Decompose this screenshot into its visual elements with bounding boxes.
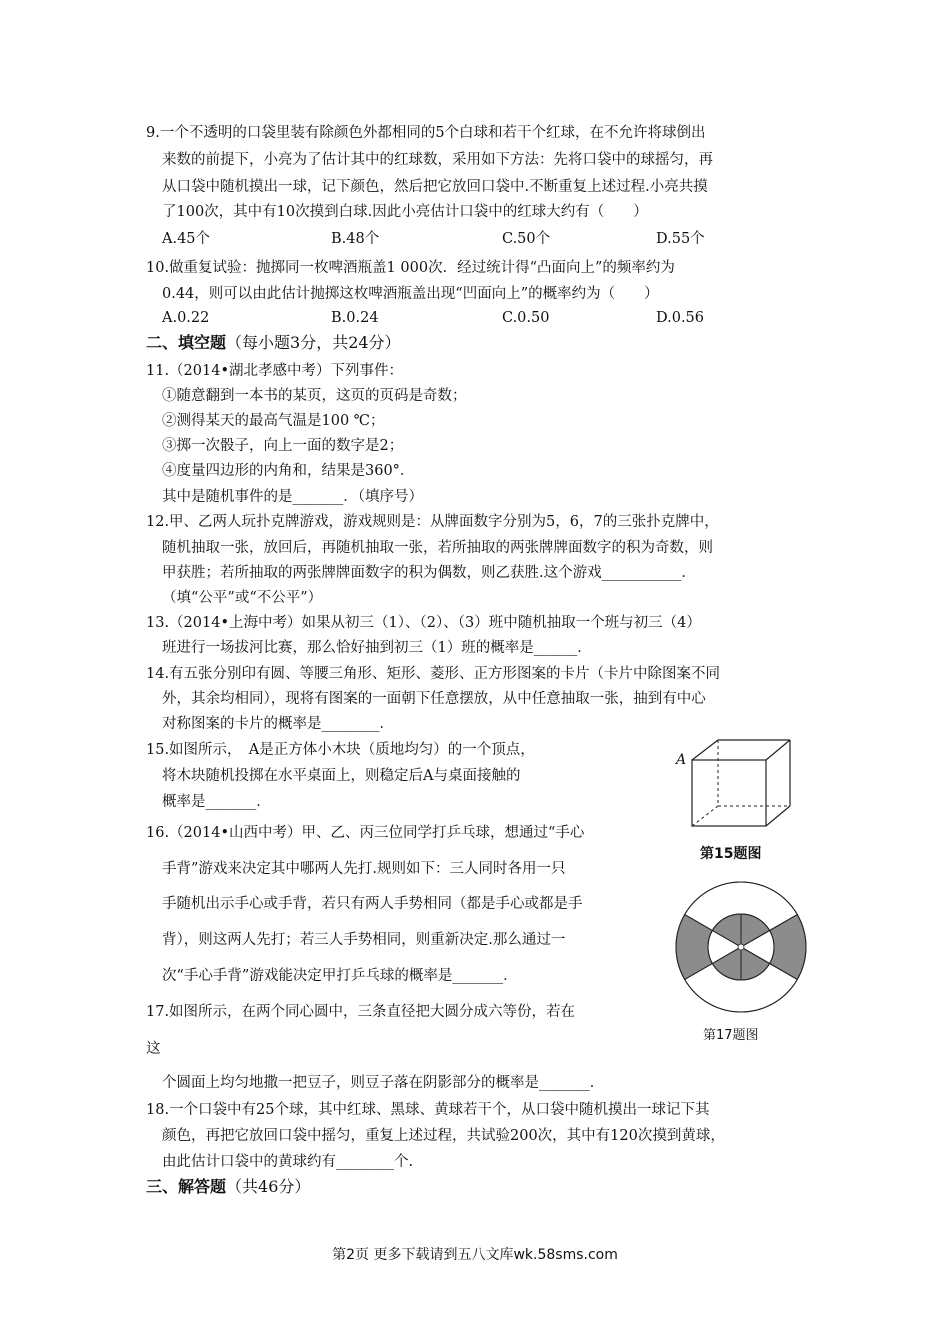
- q12-line-1: 12.甲、乙两人玩扑克牌游戏，游戏规则是：从牌面数字分别为5，6，7的三张扑克牌中，: [146, 514, 719, 530]
- q18-line-1: 18.一个口袋中有25个球，其中红球、黑球、黄球若干个，从口袋中随机摸出一球记下其: [146, 1102, 710, 1118]
- q11-line-2: ①随意翻到一本书的某页，这页的页码是奇数；: [162, 388, 467, 404]
- q15-line-3: 概率是_______．: [162, 794, 271, 810]
- figure-15-caption: 第15题图: [700, 846, 762, 862]
- section-3-points: （共46分）: [226, 1177, 311, 1196]
- q9-line-1: 9.一个不透明的口袋里装有除颜色外都相同的5个白球和若干个红球，在不允许将球倒出: [146, 125, 706, 141]
- q9-option-b: B.48个: [331, 231, 380, 247]
- q12-line-4: （填“公平”或“不公平”）: [162, 590, 323, 606]
- section-2-points: （每小题3分，共24分）: [226, 333, 401, 352]
- q13-line-2: 班进行一场拔河比赛，那么恰好抽到初三（1）班的概率是______．: [162, 640, 592, 656]
- q10-line-2: 0.44，则可以由此估计抛掷这枚啤酒瓶盖出现“凹面向上”的概率约为（ ）: [162, 286, 659, 302]
- q9-option-d: D.55个: [656, 231, 705, 247]
- q9-option-a: A.45个: [162, 231, 211, 247]
- q17-line-3: 个圆面上均匀地撒一把豆子，则豆子落在阴影部分的概率是_______．: [162, 1075, 605, 1091]
- figure-17-caption: 第17题图: [703, 1028, 759, 1043]
- q11-line-3: ②测得某天的最高气温是100 ℃；: [162, 413, 385, 429]
- q17-line-1: 17.如图所示，在两个同心圆中，三条直径把大圆分成六等份，若在: [146, 1004, 576, 1020]
- q12-line-2: 随机抽取一张，放回后，再随机抽取一张，若所抽取的两张牌牌面数字的积为奇数，则: [162, 540, 713, 556]
- q9-option-c: C.50个: [502, 231, 551, 247]
- q16-line-1: 16.（2014•山西中考）甲、乙、丙三位同学打乒乓球，想通过“手心: [146, 825, 585, 841]
- concentric-circle-figure: [676, 882, 806, 1012]
- section-2-heading: [146, 333, 401, 353]
- q16-line-3: 手随机出示手心或手背，若只有两人手势相同（都是手心或都是手: [162, 896, 583, 912]
- q10-option-a: A.0.22: [162, 310, 210, 326]
- cube-figure: [686, 730, 796, 830]
- section-2-title: 二、填空题: [146, 333, 227, 352]
- q13-line-1: 13.（2014•上海中考）如果从初三（1）、（2）、（3）班中随机抽取一个班与初三（4）: [146, 615, 701, 631]
- section-3-title: 三、解答题: [146, 1177, 227, 1196]
- q17-line-2: 这: [146, 1041, 161, 1057]
- q16-line-5: 次“手心手背”游戏能决定甲打乒乓球的概率是_______．: [162, 968, 518, 984]
- q9-line-3: 从口袋中随机摸出一球，记下颜色，然后把它放回口袋中.不断重复上述过程.小亮共摸: [162, 179, 708, 195]
- q18-line-3: 由此估计口袋中的黄球约有________个.: [162, 1154, 414, 1170]
- q12-line-3: 甲获胜；若所抽取的两张牌牌面数字的积为偶数，则乙获胜.这个游戏___________．: [162, 565, 696, 581]
- section-3-heading: [146, 1177, 310, 1197]
- q15-line-1: 15.如图所示， A是正方体小木块（质地均匀）的一个顶点，: [146, 742, 535, 758]
- q9-line-4: 了100次，其中有10次摸到白球.因此小亮估计口袋中的红球大约有（ ）: [162, 204, 648, 220]
- q18-line-2: 颜色，再把它放回口袋中摇匀，重复上述过程，共试验200次，其中有120次摸到黄球，: [162, 1128, 725, 1144]
- q10-line-1: 10.做重复试验：抛掷同一枚啤酒瓶盖1 000次．经过统计得“凸面向上”的频率约为: [146, 260, 675, 276]
- q16-line-4: 背），则这两人先打；若三人手势相同，则重新决定.那么通过一: [162, 932, 566, 948]
- q16-line-2: 手背”游戏来决定其中哪两人先打.规则如下：三人同时各用一只: [162, 861, 566, 877]
- q10-option-d: D.0.56: [656, 310, 705, 326]
- q14-line-1: 14.有五张分别印有圆、等腰三角形、矩形、菱形、正方形图案的卡片（卡片中除图案不同: [146, 666, 721, 682]
- q14-line-3: 对称图案的卡片的概率是________．: [162, 716, 394, 732]
- q10-option-b: B.0.24: [331, 310, 379, 326]
- page-footer: 第2页 更多下载请到五八文库wk.58sms.com: [332, 1247, 618, 1263]
- q11-line-1: 11.（2014•湖北孝感中考）下列事件：: [146, 363, 404, 379]
- q11-line-5: ④度量四边形的内角和，结果是360°．: [162, 463, 415, 479]
- q15-line-2: 将木块随机投掷在水平桌面上，则稳定后A与桌面接触的: [162, 768, 521, 784]
- q11-line-6: 其中是随机事件的是_______．（填序号）: [162, 489, 423, 505]
- q11-line-4: ③掷一次骰子，向上一面的数字是2；: [162, 438, 404, 454]
- cube-vertex-label: A: [676, 752, 687, 768]
- q14-line-2: 外，其余均相同），现将有图案的一面朝下任意摆放，从中任意抽取一张，抽到有中心: [162, 691, 706, 707]
- q9-line-2: 来数的前提下，小亮为了估计其中的红球数，采用如下方法：先将口袋中的球摇匀，再: [162, 152, 713, 168]
- q10-option-c: C.0.50: [502, 310, 550, 326]
